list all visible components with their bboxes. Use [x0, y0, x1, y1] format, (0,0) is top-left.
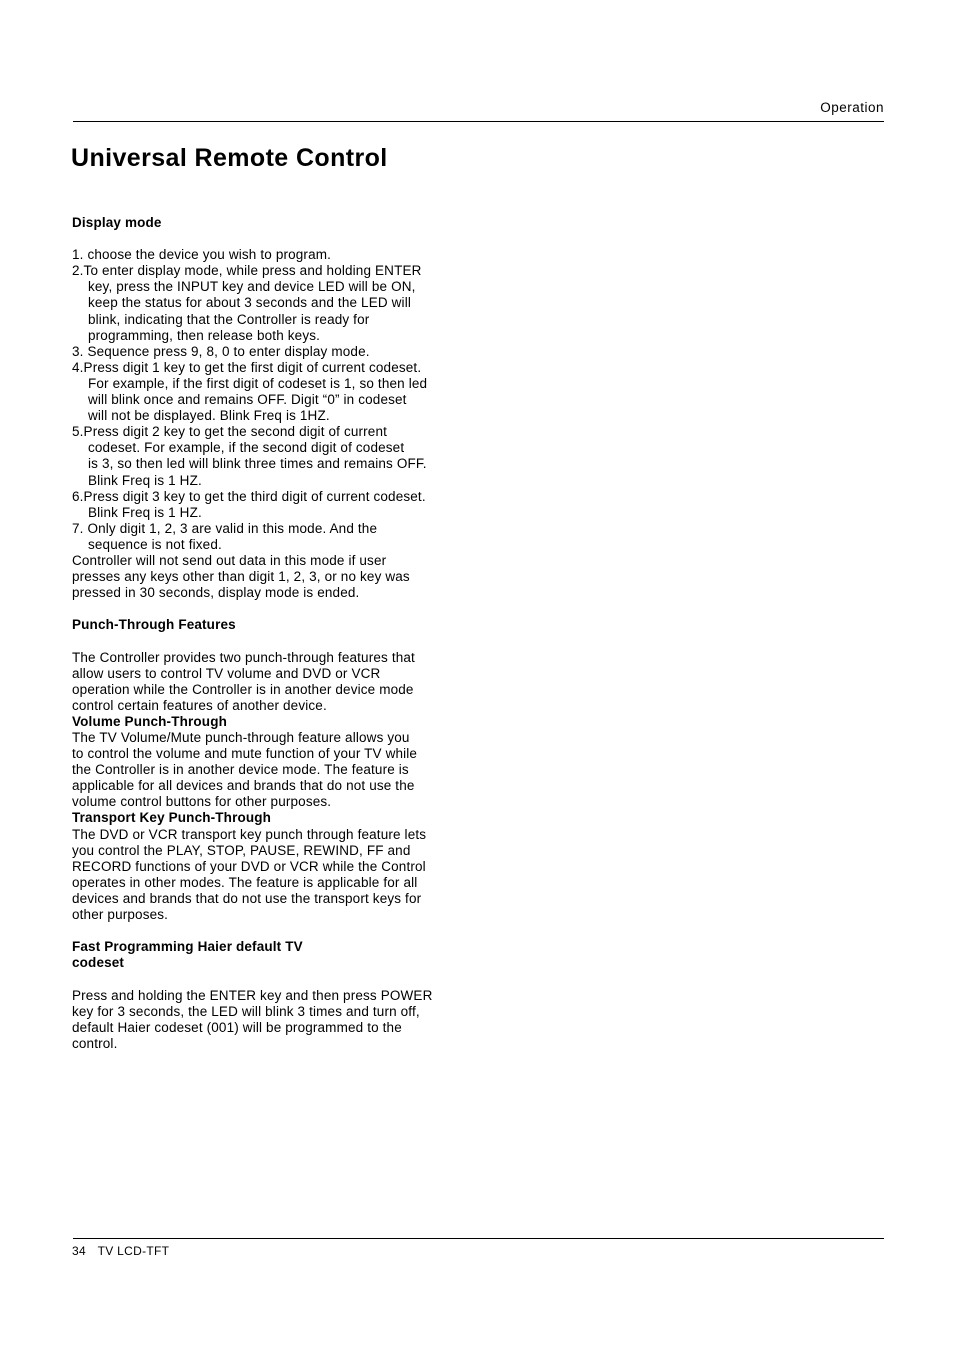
body-line: pressed in 30 seconds, display mode is ended. [72, 585, 360, 601]
body-line: to control the volume and mute function of your TV while [72, 746, 418, 762]
page-footer [72, 1244, 169, 1258]
body-line: The DVD or VCR transport key punch through feature lets [72, 826, 427, 842]
page-title: Universal Remote Control [71, 144, 388, 172]
body-line: operates in other modes. The feature is applicable for all [72, 874, 418, 890]
body-content [72, 215, 492, 1052]
body-line: 6.Press digit 3 key to get the third digit of current codeset. [72, 488, 426, 504]
body-line: will blink once and remains OFF. Digit “0” in codeset [88, 392, 407, 408]
fast-programming-heading: Fast Programming Haier default TV [72, 939, 303, 955]
body-line: will not be displayed. Blink Freq is 1HZ. [88, 408, 330, 424]
body-line: key for 3 seconds, the LED will blink 3 times and turn off, [72, 1003, 420, 1019]
body-line: 5.Press digit 2 key to get the second digit of current [72, 424, 388, 440]
body-line: Blink Freq is 1 HZ. [88, 472, 202, 488]
body-line: programming, then release both keys. [88, 327, 321, 343]
header-rule [73, 121, 884, 122]
body-line: you control the PLAY, STOP, PAUSE, REWIND, FF and [72, 842, 411, 858]
body-line: codeset. For example, if the second digit of codeset [88, 440, 405, 456]
body-line: 4.Press digit 1 key to get the first digit of current codeset. [72, 359, 422, 375]
body-line: 2.To enter display mode, while press and holding ENTER [72, 263, 422, 279]
body-line: RECORD functions of your DVD or VCR while the Control [72, 858, 426, 874]
body-line: default Haier codeset (001) will be programmed to the [72, 1019, 402, 1035]
body-line: The TV Volume/Mute punch-through feature allows you [72, 730, 410, 745]
product-name: TV LCD-TFT [97, 1244, 170, 1258]
body-line: The Controller provides two punch-through features that [72, 649, 415, 665]
body-line: operation while the Controller is in another device mode [72, 681, 414, 697]
body-line: Press and holding the ENTER key and then press POWER [72, 987, 433, 1003]
body-line: is 3, so then led will blink three times and remains OFF. [88, 456, 427, 472]
body-line: devices and brands that do not use the transport keys for [72, 890, 422, 906]
footer-rule [73, 1238, 884, 1239]
body-line: presses any keys other than digit 1, 2, 3, or no key was [72, 569, 410, 585]
body-line: 3. Sequence press 9, 8, 0 to enter display mode. [72, 343, 370, 359]
body-line: allow users to control TV volume and DVD or VCR [72, 665, 381, 681]
body-line: control. [72, 1035, 118, 1051]
display-mode-heading: Display mode [72, 215, 162, 230]
body-line: other purposes. [72, 907, 169, 923]
volume-punch-through-heading: Volume Punch-Through [72, 713, 227, 729]
body-line: blink, indicating that the Controller is ready for [88, 311, 370, 327]
body-line: 1. choose the device you wish to program. [72, 247, 332, 263]
body-line: volume control buttons for other purposes. [72, 794, 332, 810]
body-line: Controller will not send out data in this mode if user [72, 552, 387, 568]
body-line: keep the status for about 3 seconds and the LED will [88, 295, 411, 311]
body-line: Blink Freq is 1 HZ. [88, 504, 202, 520]
body-line: For example, if the first digit of codeset is 1, so then led [88, 375, 428, 391]
body-line: sequence is not fixed. [88, 536, 222, 552]
running-header: Operation [820, 100, 884, 115]
punch-through-heading: Punch-Through Features [72, 617, 236, 633]
body-line: applicable for all devices and brands that do not use the [72, 778, 415, 794]
body-line: control certain features of another device. [72, 697, 327, 713]
body-line: key, press the INPUT key and device LED will be ON, [88, 279, 416, 295]
body-line: 7. Only digit 1, 2, 3 are valid in this mode. And the [72, 520, 378, 536]
fast-programming-heading-cont: codeset [72, 955, 125, 971]
page-number: 34 [72, 1244, 86, 1258]
transport-punch-through-heading: Transport Key Punch-Through [72, 810, 272, 826]
body-line: the Controller is in another device mode. The feature is [72, 762, 409, 778]
